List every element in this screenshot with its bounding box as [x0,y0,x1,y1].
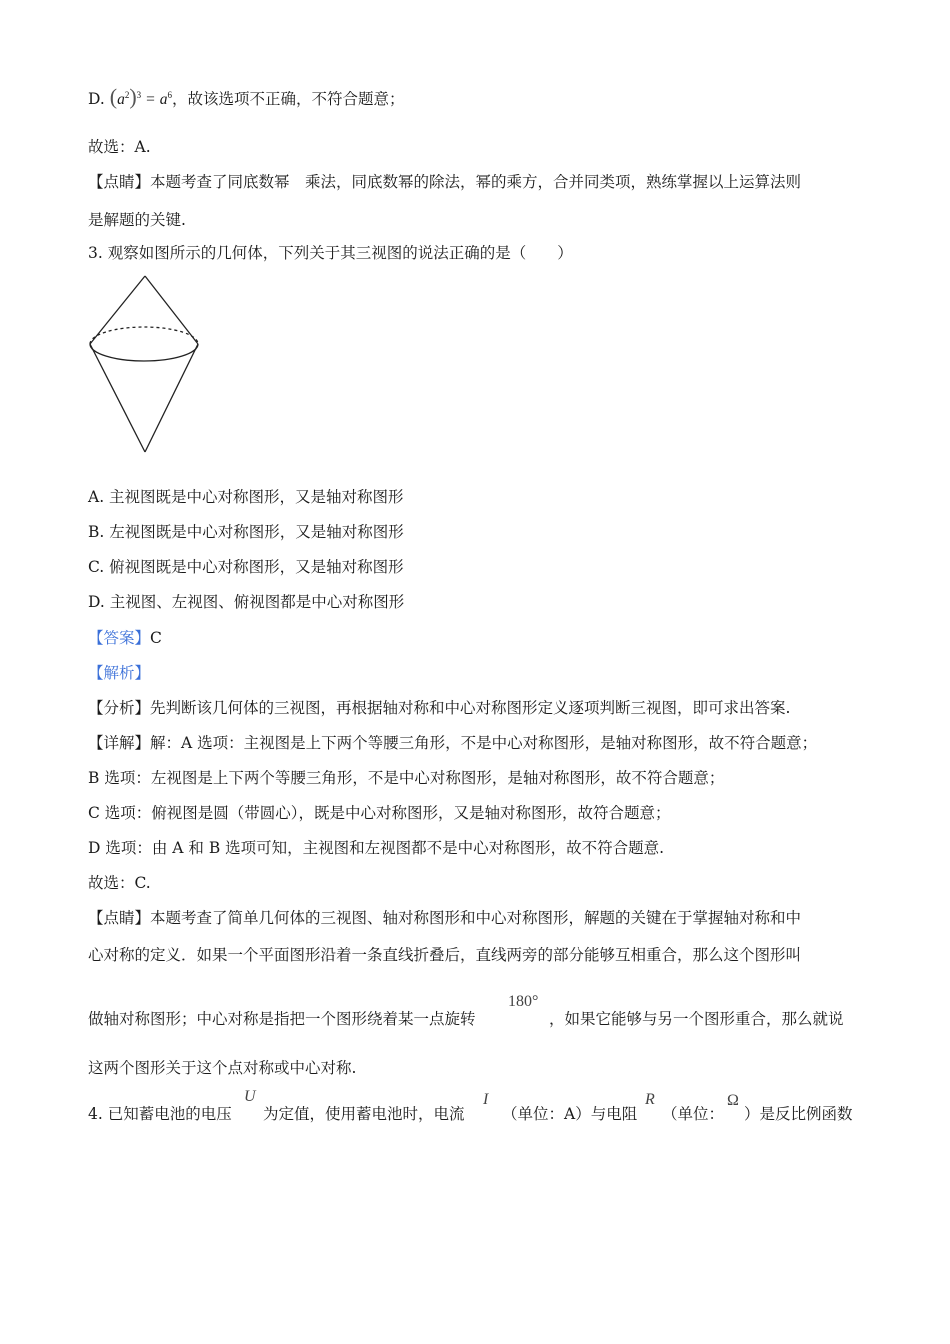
upper-cone-right-edge [145,276,198,344]
double-cone-figure [85,272,205,462]
math-exponent-inner: 2 [124,89,130,100]
question-4-part-c: （单位：A）与电阻 [502,1105,638,1123]
answer-tag: 【答案】 [88,629,151,647]
ohm-symbol: Ω [727,1092,739,1109]
detail-c-line: C 选项：俯视图是圆（带圆心），既是中心对称图形，又是轴对称图形，故符合题意； [88,804,671,822]
xiangjie-tag: 【详解】 [88,734,151,752]
answer-line [88,627,162,649]
option-c: C. 俯视图既是中心对称图形，又是轴对称图形 [88,558,404,576]
fenxi-text: 先判断该几何体的三视图，再根据轴对称和中心对称图形定义逐项判断三视图，即可求出答案. [150,699,791,717]
dianjing-tag: 【点睛】 [88,909,151,927]
xiangjie-text: 解：A 选项：主视图是上下两个等腰三角形，不是中心对称图形，是轴对称图形，故不符合题意； [150,734,818,752]
detail-b-line: B 选项：左视图是上下两个等腰三角形，不是中心对称图形，是轴对称图形，故不符合题意； [88,769,725,787]
analysis-tag: 【解析】 [88,664,151,682]
option-a: A. 主视图既是中心对称图形，又是轴对称图形 [88,488,404,506]
xiangjie-line [88,732,817,754]
tip-tag: 【点睛】 [88,173,151,191]
option-d-conclusion: ，故该选项不正确，不符合题意； [172,90,405,108]
dianjing-line-3b: ，如果它能够与另一个图形重合，那么就说 [549,1010,844,1028]
upper-cone-left-edge [90,276,145,344]
choose-answer-line: 故选：A. [88,138,151,156]
resistance-symbol-r: R [645,1091,655,1108]
tip-line-2: 是解题的关键. [88,211,186,229]
fenxi-tag: 【分析】 [88,699,151,717]
tip-line-1 [88,171,801,193]
dianjing-line-4: 这两个图形关于这个点对称或中心对称. [88,1059,357,1077]
tip-text: 本题考查了同底数幂 乘法，同底数幂的除法，幂的乘方，合并同类项，熟练掌握以上运算法则 [150,173,802,191]
base-hidden-arc [90,327,198,344]
base-visible-arc [90,344,198,361]
question-4-part-e: ）是反比例函数 [744,1105,853,1123]
option-d-solution-line [88,86,405,111]
dianjing-text-1: 本题考查了简单几何体的三视图、轴对称图形和中心对称图形，解题的关键在于掌握轴对称和中 [150,909,802,927]
detail-d-line: D 选项：由 A 和 B 选项可知，主视图和左视图都不是中心对称图形，故不符合题意. [88,839,665,857]
math-rhs-exponent: 6 [167,89,173,100]
fenxi-line [88,697,790,719]
choose-answer-line-2: 故选：C. [88,874,151,892]
dianjing-line-1 [88,907,801,929]
math-paren-close: ) [129,84,137,109]
question-4-part-b: 为定值，使用蓄电池时，电流 [263,1105,465,1123]
option-d: D. 主视图、左视图、俯视图都是中心对称图形 [88,593,405,611]
math-base: a [117,91,125,108]
answer-value: C [150,629,162,647]
question-4-part-a: 4. 已知蓄电池的电压 [88,1105,232,1123]
lower-cone-left-edge [90,344,145,452]
math-exponent-outer: 3 [136,89,142,100]
dianjing-line-2: 心对称的定义．如果一个平面图形沿着一条直线折叠后，直线两旁的部分能够互相重合，那么这个图形叫 [88,946,802,964]
question-3-stem: 3. 观察如图所示的几何体，下列关于其三视图的说法正确的是（ ） [88,244,573,262]
option-label: D. [88,90,105,108]
voltage-symbol-u: U [244,1088,256,1105]
rotation-angle-180: 180° [508,993,539,1010]
math-rhs-base: a [159,91,168,108]
dianjing-line-3a: 做轴对称图形；中心对称是指把一个图形绕着某一点旋转 [88,1010,476,1028]
question-4-part-d: （单位： [662,1105,725,1123]
math-equals: = [146,91,155,108]
current-symbol-i: I [483,1091,489,1108]
math-paren-open: ( [109,84,118,109]
option-b: B. 左视图既是中心对称图形，又是轴对称图形 [88,523,404,541]
